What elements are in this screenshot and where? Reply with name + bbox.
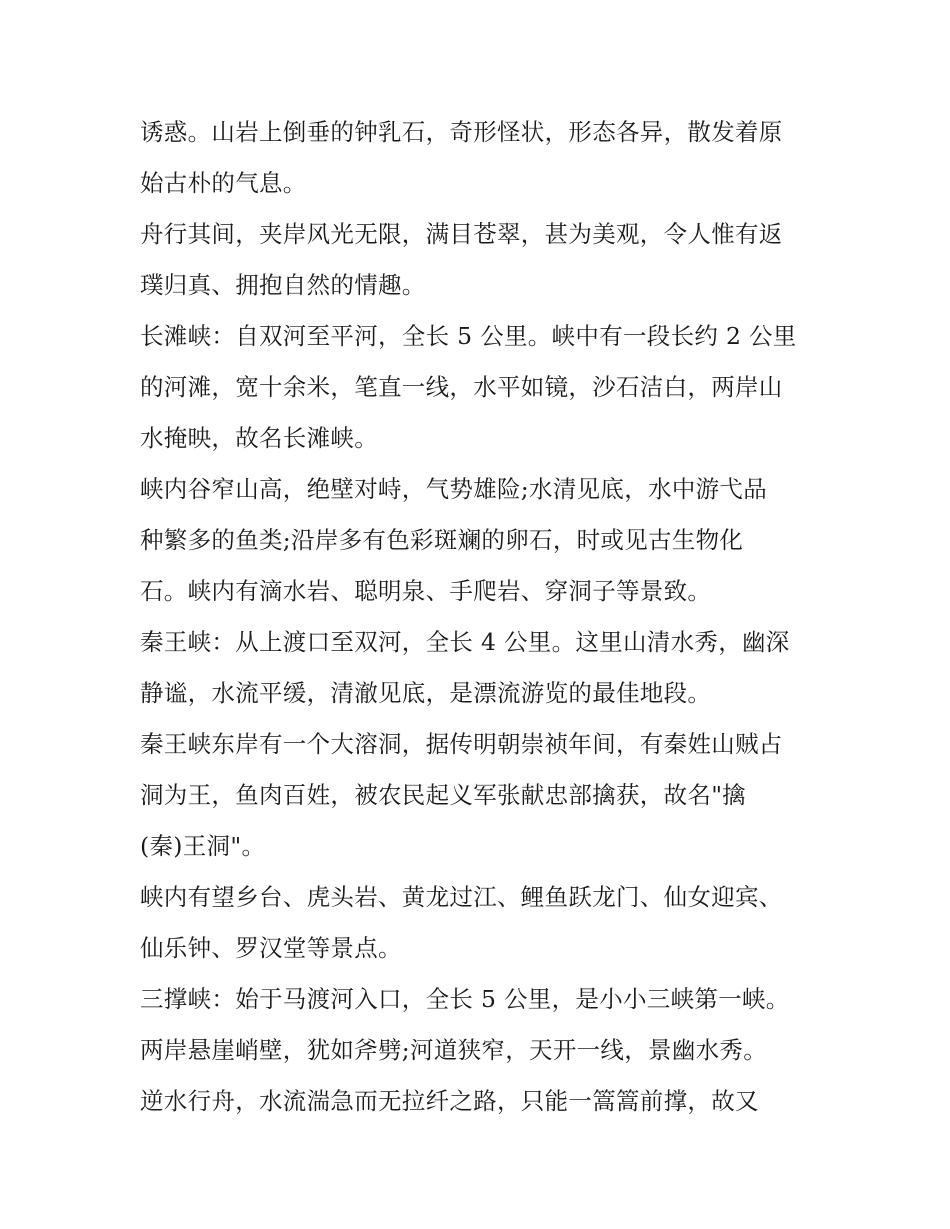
- text-line: 璞归真、拥抱自然的情趣。: [140, 271, 426, 299]
- text-line: (秦)王洞"。: [140, 832, 266, 860]
- text-line: 种繁多的鱼类;沿岸多有色彩斑斓的卵石，时或见古生物化: [140, 526, 744, 554]
- text-line: 石。峡内有滴水岩、聪明泉、手爬岩、穿洞子等景致。: [140, 577, 712, 605]
- text-line: 三撑峡：始于马渡河入口，全长 5 公里，是小小三峡第一峡。: [140, 985, 790, 1013]
- text-line: 长滩峡：自双河至平河，全长 5 公里。峡中有一段长约 2 公里: [140, 322, 797, 350]
- text-line: 两岸悬崖峭壁，犹如斧劈;河道狭窄，天开一线，景幽水秀。: [140, 1036, 768, 1064]
- text-line: 仙乐钟、罗汉堂等景点。: [140, 934, 402, 962]
- text-line: 水掩映，故名长滩峡。: [140, 424, 378, 452]
- text-line: 逆水行舟，水流湍急而无拉纤之路，只能一篙篙前撑，故又: [140, 1087, 759, 1115]
- text-line: 峡内有望乡台、虎头岩、黄龙过江、鲤鱼跃龙门、仙女迎宾、: [140, 883, 783, 911]
- text-line: 舟行其间，夹岸风光无限，满目苍翠，甚为美观，令人惟有返: [140, 220, 783, 248]
- text-line: 洞为王，鱼肉百姓，被农民起义军张献忠部擒获，故名"擒: [140, 781, 747, 809]
- text-line: 的河滩，宽十余米，笔直一线，水平如镜，沙石洁白，两岸山: [140, 373, 783, 401]
- document-body: [140, 107, 820, 1127]
- text-line: 秦王峡：从上渡口至双河，全长 4 公里。这里山清水秀，幽深: [140, 628, 790, 656]
- text-line: 静谧，水流平缓，清澈见底，是漂流游览的最佳地段。: [140, 679, 712, 707]
- text-line: 诱惑。山岩上倒垂的钟乳石，奇形怪状，形态各异，散发着原: [140, 118, 783, 146]
- text-line: 峡内谷窄山高，绝壁对峙，气势雄险;水清见底，水中游弋品: [140, 475, 768, 503]
- text-line: 秦王峡东岸有一个大溶洞，据传明朝崇祯年间，有秦姓山贼占: [140, 730, 783, 758]
- text-line: 始古朴的气息。: [140, 169, 307, 197]
